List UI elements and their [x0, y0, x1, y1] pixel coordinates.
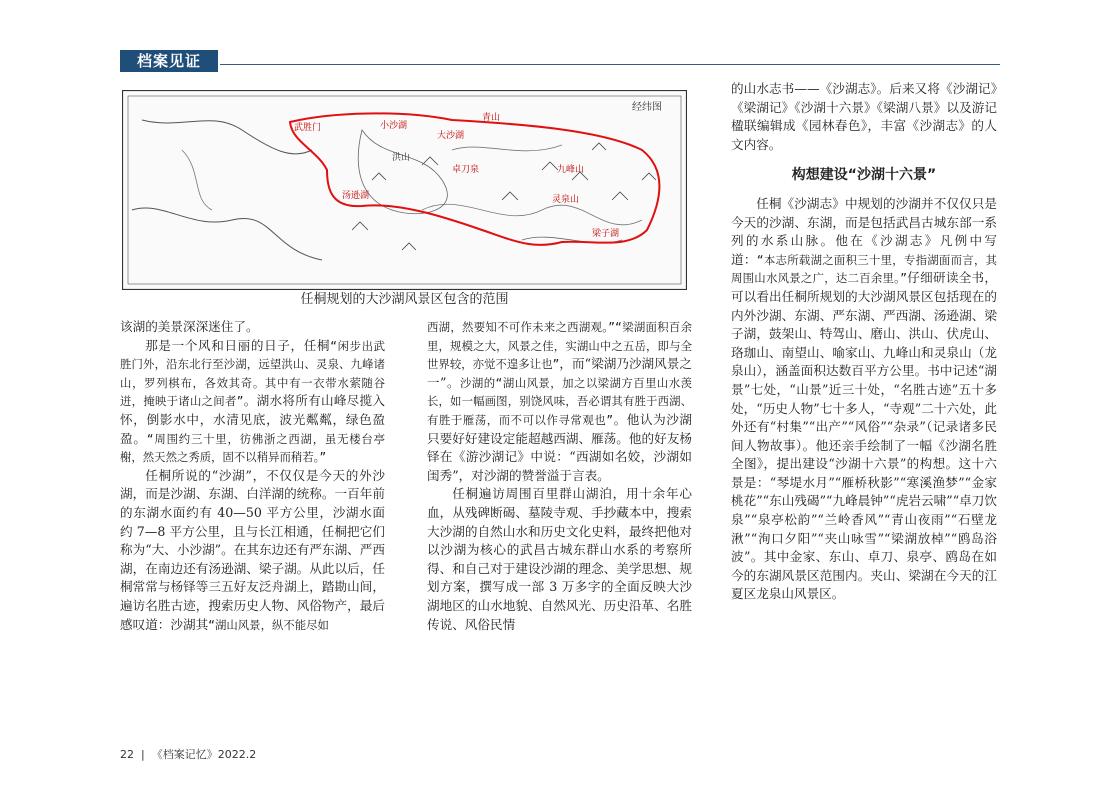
- section-heading: 构想建设“沙湖十六景”: [791, 167, 937, 184]
- paragraph: [120, 467, 385, 634]
- text-run: 任桐所说的“沙湖”，不仅仅是今天的外沙湖，而是沙湖、东湖、白洋湖的统称。一百年前的东湖水面约有 40—50 平方公里，沙湖水面约 7—8 平方公里，且与长江相通，任桐把它们称为“大、小沙湖”。在其东边还有严东湖、严西湖，在南边还有汤逊湖、梁子湖。从此以后，任桐常常与杨铎等三五好友泛舟湖上，踏勘山间，遍访名胜古迹，搜索历史人物、风俗物产，最后感叹道：沙湖其: [120, 467, 385, 632]
- quote: “闲步出武胜门外，沿东北行至沙湖，远望洪山、灵泉、九峰诸山，罗列棋布，各效其奇。其中有一衣带水萦随谷迸，掩映于诸山之间者”: [120, 338, 386, 409]
- historical-map: [122, 90, 687, 290]
- map-label: 洪山: [392, 153, 411, 163]
- text-run: 任桐《沙湖志》中规划的沙湖并不仅仅只是今天的沙湖、东湖，而是包括武昌古城东部一系列的水系山脉。他在《沙湖志》凡例中写道：: [731, 195, 997, 267]
- text-run: 。他认为沙湖只要好好建设定能超越西湖、雁荡。他的好友杨铎在《游沙湖记》中说：“西湖如名姣，沙湖如闺秀”，对沙湖的赞誉溢于言表。: [427, 411, 693, 483]
- map-label: 武胜门: [294, 123, 322, 133]
- page-header: [120, 50, 1000, 72]
- map-label: 卓刀泉: [452, 165, 480, 175]
- quote: 西湖，然要知不可作未来之西湖观。”“梁湖面积百余里，规模之大，风景之佳，实湖山中之五岳，即与全世界较，亦觉不遑多让也”: [427, 320, 692, 372]
- section-label: 档案见证: [120, 50, 218, 72]
- map-label: 灵泉山: [552, 195, 580, 205]
- map-label: 大沙湖: [437, 131, 465, 141]
- quote: 沙湖的“湖山风景，加之以梁湖方百里山水羡长，如一幅画图，别饶风味，吾必谓其有胜于西湖、有胜于雁荡，而不可以作寻常观也”: [427, 375, 693, 427]
- header-rule: [220, 64, 1000, 65]
- quote: “周围约三十里，彷佛浙之西湖，虽无楼台亭榭，然天然之秀质，固不以稍异而稍若。”: [120, 431, 386, 465]
- page-footer: [120, 746, 256, 762]
- map-label: 汤逊湖: [342, 191, 370, 201]
- paragraph: 任桐遍访周围百里群山湖泊，用十余年心血，从残碑断碣、墓陵寺观、手抄藏本中，搜索大沙湖的自然山水和历史文化史料，最终把他对以沙湖为核心的武昌古城东群山水系的考察所得、和自己对于建设沙湖的理念、美学思想、规划方案，撰写成一部 3 万多字的全面反映大沙湖地区的山水地貌、自然风光、历史沿革、名胜传说、风俗民情: [427, 486, 692, 632]
- column-1: [120, 318, 385, 634]
- paragraph: 该湖的美景深深迷住了。: [120, 319, 259, 334]
- map-label: 梁子湖: [592, 229, 620, 239]
- map-figure: [122, 90, 687, 290]
- page-number: 22: [120, 748, 134, 761]
- column-2: [427, 318, 692, 634]
- paragraph: [427, 318, 692, 485]
- journal-name: 《档案记忆》2022.2: [151, 748, 257, 761]
- column-3: [731, 80, 997, 604]
- text-run: 仔细研读全书，可以看出任桐所规划的大沙湖风景区包括现在的内外沙湖、东湖、严东湖、严西湖、汤逊湖、梁子湖，鼓架山、特驾山、磨山、洪山、伏虎山、珞珈山、南望山、喻家山、九峰山和灵泉山（龙泉山），涵盖面积达数百平方公里。书中记述“湖景”七处，“山景”近三十处，“名胜古迹”五十多处，“历史人物”七十多人，“寺观”二十六处，此外还有“村集”“出产”“风俗”“杂录”（记录诸多民间人物故事）。他还亲手绘制了一幅《沙湖名胜全图》，提出建设“沙湖十六景”的构想。这十六景是：“琴堤水月”“雁桥秋影”“寒溪渔梦”“金家桃花”“东山残碣”“九峰晨钟”“虎岩云啸”“卓刀饮泉”“泉亭松韵”“兰岭香风”“青山夜雨”“石壁龙湫”“洵口夕阳”“夹山咏雪”“梁湖放棹”“鸥岛浴波”。其中金家、东山、卓刀、泉亭、鸥岛在如今的东湖风景区范围内。夹山、梁湖在今天的江夏区龙泉山风景区。: [731, 270, 997, 602]
- quote: “本志所载湖之面积三十里，专指湖面而言，其周围山水风景之广，达二百余里。”: [731, 252, 998, 286]
- paragraph: 的山水志书——《沙湖志》。后来又将《沙湖记》《梁湖记》《沙湖十六景》《梁湖八景》以及游记楹联编辑成《园林春色》，丰富《沙湖志》的人文内容。: [731, 81, 997, 152]
- text-run: ，而“梁湖乃沙湖风景之一”。: [427, 356, 692, 390]
- footer-separator: |: [141, 748, 145, 761]
- map-legend: 经纬图: [632, 102, 662, 113]
- quote: “湖山风景，纵不能尽如: [208, 617, 329, 632]
- map-label: 九峰山: [557, 165, 585, 175]
- figure-caption: 任桐规划的大沙湖风景区包含的范围: [300, 292, 509, 307]
- paragraph: [731, 195, 997, 604]
- map-label: 小沙湖: [380, 121, 408, 131]
- paragraph: [120, 337, 385, 467]
- map-label: 青山: [482, 113, 501, 123]
- text-run: 。湖水将所有山峰尽揽入怀，倒影水中，水清见底，波光粼粼，绿色盈盈。: [120, 393, 386, 446]
- text-run: 那是一个风和日丽的日子，任桐: [145, 337, 331, 353]
